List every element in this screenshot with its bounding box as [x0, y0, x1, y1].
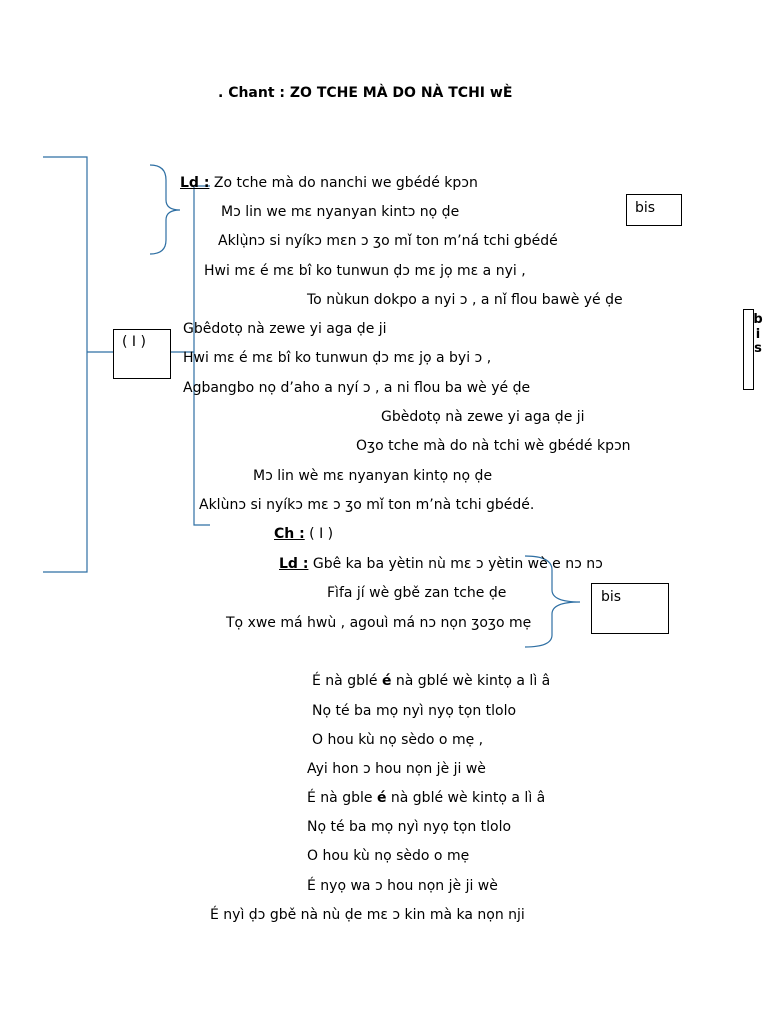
song-title: . Chant : ZO TCHE MÀ DO NÀ TCHI wÈ: [218, 85, 513, 101]
bis-vertical-letter-1: i: [755, 326, 761, 342]
verse2-line-2: Tọ xwe má hwù , agouì má nɔ nọn ʒoʒo mẹ: [226, 615, 532, 631]
outro-line-0-bold: é: [381, 673, 392, 689]
verse2-line-1: Fìfa jí wè gbě zan tche ḍe: [327, 585, 507, 601]
outro-line-5: Nọ té ba mọ nyì nyọ tọn tlolo: [307, 819, 512, 835]
choir-line: [274, 525, 333, 543]
verse1-line-6: Hwi mɛ é mɛ bî ko tunwun ḍɔ mɛ jọ a byi ɔ ,: [183, 350, 492, 366]
verse2-first-line: [279, 555, 603, 573]
bis-box-bottom-label: bis: [601, 589, 622, 605]
outro-line-4: [307, 789, 545, 807]
bis-box-top: [626, 194, 682, 226]
choir-text: ( I ): [304, 526, 334, 542]
leader-label-2: Ld :: [279, 556, 309, 572]
outro-line-3: Ayi hon ɔ hou nọn jè ji wè: [307, 761, 486, 777]
verse1-line-7: Agbangbo nọ d’aho a nyí ɔ , a ni flou ba wè yé ḍe: [183, 380, 531, 396]
verse1-line-11: Aklùnɔ si nyíkɔ mɛ ɔ ʒo mǐ ton m’nà tchi gbédé.: [199, 497, 535, 513]
verse1-line-5: Gbêdotọ nà zewe yi aga ḍe ji: [183, 321, 387, 337]
outro-line-7: É nyọ wa ɔ hou nọn jè ji wè: [307, 878, 498, 894]
outro-line-4-pre: É nà gble: [307, 790, 377, 806]
bis-box-top-label: bis: [635, 200, 656, 216]
outro-line-4-bold: é: [376, 790, 387, 806]
bis-vertical-text: [752, 313, 764, 357]
leader-label: Ld :: [180, 175, 210, 191]
verse1-line-8: Gbèdotọ nà zewe yi aga ḍe ji: [381, 409, 585, 425]
outro-line-2: O hou kù nọ sèdo o mẹ ,: [312, 732, 484, 748]
verse1-first-line: [180, 174, 478, 192]
verse1-line-4: To nùkun dokpo a nyi ɔ , a nǐ flou bawè yé ḍe: [307, 292, 623, 308]
verse1-line-9: Oʒo tche mà do nà tchi wè gbédé kpɔn: [356, 438, 631, 454]
outro-line-4-post: nà gblé wè kintọ a lì â: [386, 790, 546, 806]
outro-line-1: Nọ té ba mọ nyì nyọ tọn tlolo: [312, 703, 517, 719]
outro-line-0-post: nà gblé wè kintọ a lì â: [391, 673, 551, 689]
roman-one-label: ( I ): [122, 334, 146, 350]
top-curly-brace: [150, 165, 180, 254]
verse1-line-3: Hwi mɛ é mɛ bî ko tunwun ḍɔ mɛ jọ mɛ a nyi ,: [204, 263, 526, 279]
bis-box-bottom: [591, 583, 669, 634]
outro-line-0-pre: É nà gblé: [312, 673, 382, 689]
verse2-line-0: Gbê ka ba yètin nù mɛ ɔ yètin wè e nɔ nɔ: [308, 556, 603, 572]
choir-label: Ch :: [274, 526, 305, 542]
outro-line-0: [312, 672, 550, 690]
outro-line-8: É nyì ḍɔ gbě nà nù ḍe mɛ ɔ kin mà ka nọn nji: [210, 907, 525, 923]
outer-bracket: [43, 157, 87, 572]
outro-line-6: O hou kù nọ sèdo o mẹ: [307, 848, 470, 864]
roman-one-box: [113, 329, 171, 379]
verse1-line-0: Zo tche mà do nanchi we gbédé kpɔn: [209, 175, 478, 191]
bis-vertical-letter-0: b: [753, 312, 763, 327]
verse1-line-10: Mɔ lin wè mɛ nyanyan kintọ nọ ḍe: [253, 468, 493, 484]
verse1-line-1: Mɔ lin we mɛ nyanyan kintɔ nọ ḍe: [221, 204, 460, 220]
bis-vertical-letter-2: s: [754, 341, 762, 356]
verse1-line-2: Aklụ̀nɔ si nyíkɔ mɛn ɔ ʒo mǐ ton m’ná tchi gbédé: [218, 233, 558, 249]
